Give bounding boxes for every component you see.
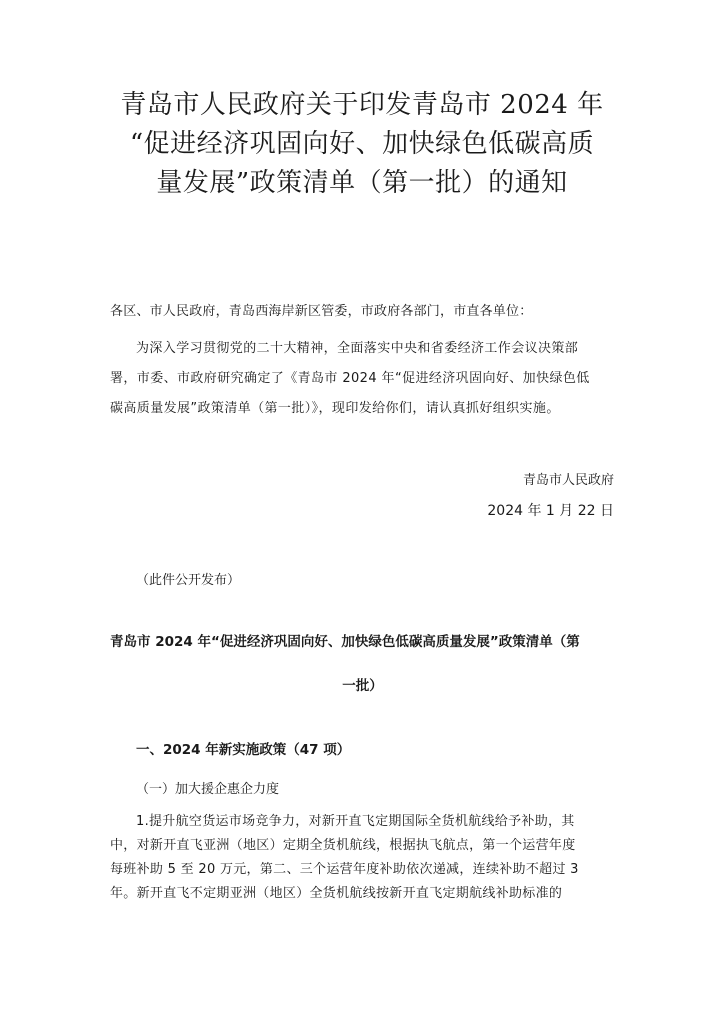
intro-paragraph [110,334,615,424]
intro-line-2: 署，市委、市政府研究确定了《青岛市 2024 年“促进经济巩固向好、加快绿色低 [110,371,590,386]
title-line-1: 青岛市人民政府关于印发青岛市 2024 年 [120,90,604,120]
sub-heading: （一）加大援企惠企力度 [136,782,280,797]
policy-line-4: 年。新开直飞不定期亚洲（地区）全货机航线按新开直飞定期航线补助标准的 [110,886,563,901]
publication-notice: （此件公开发布） [136,573,241,588]
policy-line-3: 每班补助 5 至 20 万元，第二、三个运营年度补助依次递减，连续补助不超过 3 [110,862,579,877]
policy-list-title [110,620,615,708]
policy-line-1: 1.提升航空货运市场竞争力，对新开直飞定期国际全货机航线给予补助，其 [136,814,575,829]
list-title-line-1: 青岛市 2024 年“促进经济巩固向好、加快绿色低碳高质量发展”政策清单（第 [110,634,580,650]
section-heading: 一、2024 年新实施政策（47 项） [136,742,351,758]
policy-line-2: 中，对新开直飞亚洲（地区）定期全货机航线，根据执飞航点，第一个运营年度 [110,838,576,853]
intro-line-3: 碳高质量发展”政策清单（第一批）》，现印发给你们，请认真抓好组织实施。 [110,401,560,416]
intro-line-1: 为深入学习贯彻党的二十大精神，全面落实中央和省委经济工作会议决策部 [136,341,579,356]
document-title [60,86,664,203]
signature-date: 2024 年 1 月 22 日 [487,503,614,519]
policy-item-1 [110,810,615,906]
addressee: 各区、市人民政府，青岛西海岸新区管委，市政府各部门，市直各单位： [110,304,533,319]
title-line-2: “促进经济巩固向好、加快绿色低碳高质 [129,129,595,159]
list-title-line-2: 一批） [342,678,383,694]
signature-organization: 青岛市人民政府 [522,473,614,488]
title-line-3: 量发展”政策清单（第一批）的通知 [156,168,568,198]
